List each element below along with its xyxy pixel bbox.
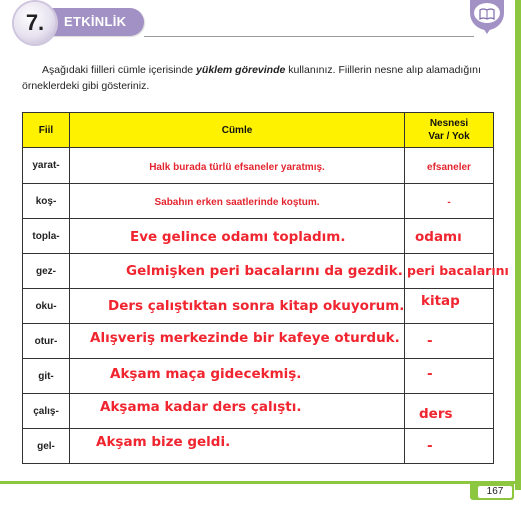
example-object: efsaneler — [427, 161, 471, 173]
column-header-object — [405, 113, 494, 148]
instruction-part: kullanınız. Fiillerin nesne alıp alamadığını örneklerdeki gibi gösteriniz. — [22, 64, 481, 92]
sentence-cell — [70, 254, 405, 289]
object-cell — [405, 254, 509, 289]
column-header-verb: Fiil — [23, 113, 70, 148]
verb-cell: koş- — [23, 184, 70, 219]
sentence-cell — [70, 148, 405, 184]
handwritten-object: ders — [419, 406, 453, 422]
handwritten-object: kitap — [421, 293, 460, 309]
verb-cell: gez- — [23, 254, 70, 289]
handwritten-sentence: Eve gelince odamı topladım. — [130, 229, 346, 245]
handwritten-sentence: Akşama kadar ders çalıştı. — [100, 399, 302, 415]
object-cell — [405, 324, 494, 359]
open-book-icon — [474, 3, 500, 23]
table-row — [23, 359, 494, 394]
page-number: 167 — [478, 486, 512, 498]
sentence-cell — [70, 184, 405, 219]
verb-cell: çalış- — [23, 394, 70, 429]
object-cell — [405, 394, 494, 429]
verb-cell: oku- — [23, 289, 70, 324]
activity-label: ETKİNLİK — [64, 14, 127, 29]
handwritten-sentence: Akşam bize geldi. — [96, 434, 231, 450]
object-header-line1: Nesnesi — [429, 118, 469, 129]
badge-pointer — [483, 28, 491, 34]
object-cell — [405, 429, 494, 464]
handwritten-object: peri bacalarını — [407, 263, 509, 278]
object-cell — [405, 289, 494, 324]
instruction-text — [22, 62, 504, 94]
page-edge-stripe — [515, 0, 521, 490]
table-row — [23, 429, 494, 464]
table-row — [23, 289, 494, 324]
table-row — [23, 148, 494, 184]
handwritten-object: - — [427, 366, 433, 382]
sentence-cell — [70, 289, 405, 324]
table-row — [23, 394, 494, 429]
instruction-emphasis: yüklem görevinde — [196, 64, 286, 76]
handwritten-object: - — [427, 333, 433, 349]
table-header-row — [23, 113, 494, 148]
verb-cell: git- — [23, 359, 70, 394]
verb-table — [22, 112, 509, 464]
activity-number: 7. — [14, 2, 56, 44]
handwritten-object: odamı — [415, 229, 462, 245]
sentence-cell — [70, 429, 405, 464]
verb-cell: yarat- — [23, 148, 70, 184]
sentence-cell — [70, 219, 405, 254]
instruction-part: Aşağıdaki fiilleri cümle içerisinde — [42, 64, 197, 76]
object-cell — [405, 359, 494, 394]
example-object: - — [447, 197, 451, 208]
header-divider — [144, 36, 474, 37]
object-cell — [405, 148, 494, 184]
column-header-sentence: Cümle — [70, 113, 405, 148]
handwritten-sentence: Akşam maça gidecekmiş. — [110, 366, 302, 382]
handwritten-sentence: Gelmişken peri bacalarını da gezdik. — [126, 263, 403, 279]
handwritten-sentence: Ders çalıştıktan sonra kitap okuyorum. — [108, 298, 405, 314]
example-sentence: Sabahın erken saatlerinde koştum. — [154, 197, 320, 208]
footer-rule — [0, 481, 521, 484]
object-cell — [405, 219, 494, 254]
sentence-cell — [70, 394, 405, 429]
object-header-line2: Var / Yok — [428, 131, 470, 142]
table-row — [23, 324, 494, 359]
verb-cell: otur- — [23, 324, 70, 359]
verb-cell: gel- — [23, 429, 70, 464]
handwritten-sentence: Alışveriş merkezinde bir kafeye oturduk. — [90, 330, 400, 346]
table-row — [23, 184, 494, 219]
object-cell — [405, 184, 494, 219]
handwritten-object: - — [427, 438, 433, 454]
sentence-cell — [70, 359, 405, 394]
table-row — [23, 219, 494, 254]
verb-cell: topla- — [23, 219, 70, 254]
table-row — [23, 254, 494, 289]
sentence-cell — [70, 324, 405, 359]
example-sentence: Halk burada türlü efsaneler yaratmış. — [149, 161, 325, 173]
